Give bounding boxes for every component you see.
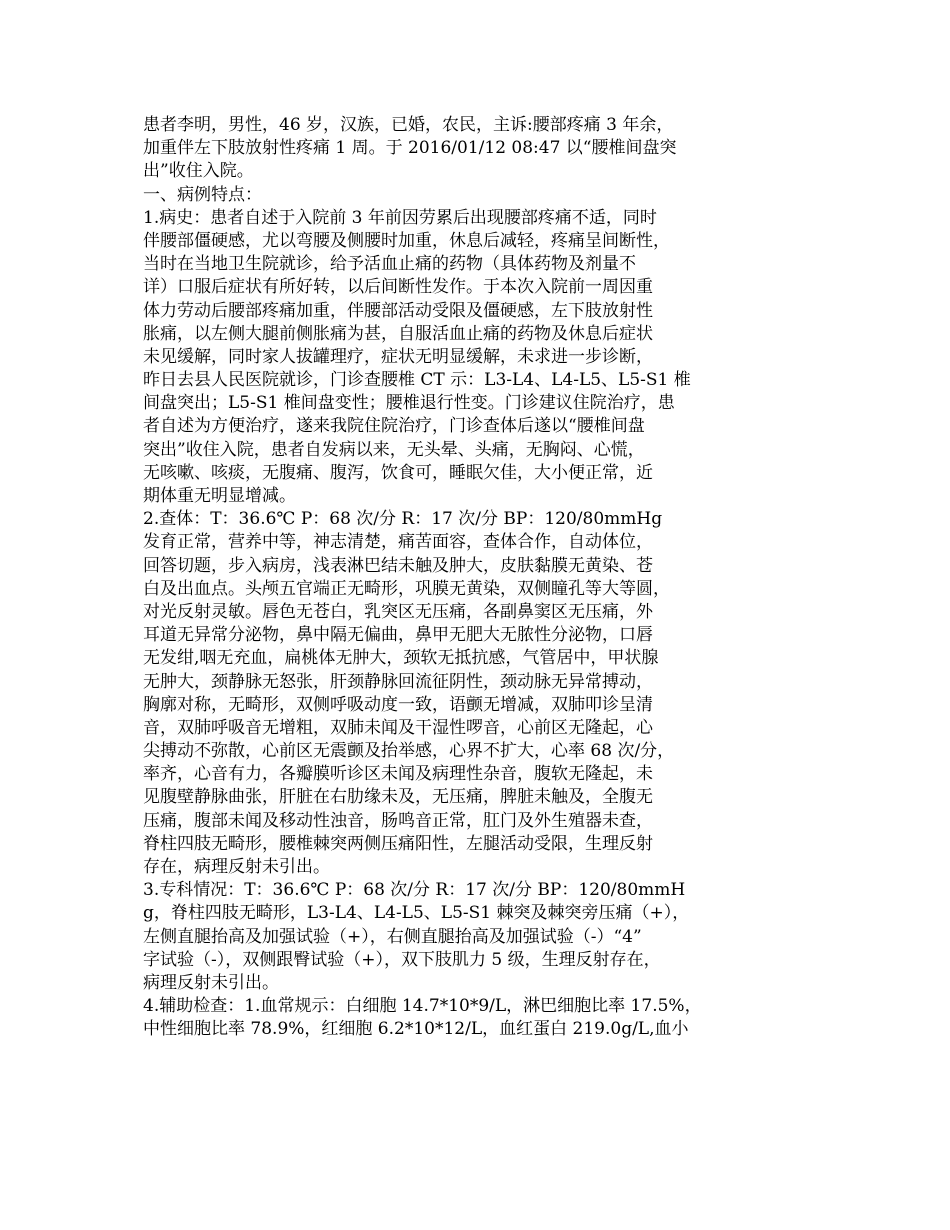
medical-record-text bbox=[143, 114, 815, 1042]
text-line: 音，双肺呼吸音无增粗，双肺未闻及干湿性啰音，心前区无隆起，心 bbox=[143, 717, 653, 738]
text-line: 无肿大，颈静脉无怒张，肝颈静脉回流征阴性，颈动脉无异常搏动， bbox=[143, 671, 653, 692]
text-line: 白及出血点。头颅五官端正无畸形，巩膜无黄染，双侧瞳孔等大等圆， bbox=[143, 578, 670, 599]
text-line: 病理反射未引出。 bbox=[143, 972, 279, 993]
text-line: 伴腰部僵硬感，尤以弯腰及侧腰时加重，休息后减轻，疼痛呈间断性， bbox=[143, 230, 670, 251]
text-line: 回答切题，步入病房，浅表淋巴结未触及肿大，皮肤黏膜无黄染、苍 bbox=[143, 555, 653, 576]
text-line: 加重伴左下肢放射性疼痛 1 周。于 2016/01/12 08:47 以“腰椎间盘突 bbox=[143, 138, 677, 159]
text-line: 脊柱四肢无畸形，腰椎棘突两侧压痛阳性，左腿活动受限，生理反射 bbox=[143, 833, 653, 854]
text-line: 尖搏动不弥散，心前区无震颤及抬举感，心界不扩大，心率 68 次/分， bbox=[143, 741, 675, 762]
text-line: 胸廓对称，无畸形，双侧呼吸动度一致，语颤无增减，双肺叩诊呈清 bbox=[143, 694, 653, 715]
text-line: 详）口服后症状有所好转，以后间断性发作。于本次入院前一周因重 bbox=[143, 277, 653, 298]
text-line: 1.病史：患者自述于入院前 3 年前因劳累后出现腰部疼痛不适，同时 bbox=[143, 207, 657, 228]
text-line: 对光反射灵敏。唇色无苍白，乳突区无压痛，各副鼻窦区无压痛，外 bbox=[143, 601, 653, 622]
section-heading: 一、病例特点： bbox=[143, 184, 262, 205]
text-line: 突出”收住入院，患者自发病以来，无头晕、头痛，无胸闷、心慌， bbox=[143, 439, 645, 460]
text-line: 压痛，腹部未闻及移动性浊音，肠鸣音正常，肛门及外生殖器未查， bbox=[143, 810, 653, 831]
text-line: 率齐，心音有力，各瓣膜听诊区未闻及病理性杂音，腹软无隆起，未 bbox=[143, 764, 653, 785]
text-line: 体力劳动后腰部疼痛加重，伴腰部活动受限及僵硬感，左下肢放射性 bbox=[143, 300, 653, 321]
text-line: 间盘突出；L5-S1 椎间盘变性；腰椎退行性变。门诊建议住院治疗，患 bbox=[143, 393, 675, 414]
text-line: 未见缓解，同时家人拔罐理疗，症状无明显缓解，未求进一步诊断， bbox=[143, 346, 653, 367]
text-line: 4.辅助检查：1.血常规示：白细胞 14.7*10*9/L，淋巴细胞比率 17.5%， bbox=[143, 996, 702, 1017]
text-line: 当时在当地卫生院就诊，给予活血止痛的药物（具体药物及剂量不 bbox=[143, 254, 636, 275]
text-line: 中性细胞比率 78.9%，红细胞 6.2*10*12/L，血红蛋白 219.0g/L,血小 bbox=[143, 1019, 689, 1040]
text-line: 左侧直腿抬高及加强试验（+），右侧直腿抬高及加强试验（-）“4” bbox=[143, 926, 642, 947]
text-line: 胀痛，以左侧大腿前侧胀痛为甚，自服活血止痛的药物及休息后症状 bbox=[143, 323, 653, 344]
text-line: 昨日去县人民医院就诊，门诊查腰椎 CT 示：L3-L4、L4-L5、L5-S1 椎 bbox=[143, 370, 691, 391]
text-line: 见腹壁静脉曲张，肝脏在右肋缘未及，无压痛，脾脏未触及，全腹无 bbox=[143, 787, 653, 808]
text-line: 字试验（-），双侧跟臀试验（+），双下肢肌力 5 级，生理反射存在， bbox=[143, 949, 661, 970]
text-line: 耳道无异常分泌物，鼻中隔无偏曲，鼻甲无肥大无脓性分泌物，口唇 bbox=[143, 625, 653, 646]
text-line: g，脊柱四肢无畸形，L3-L4、L4-L5、L5-S1 棘突及棘突旁压痛（+）， bbox=[143, 903, 690, 924]
text-line: 期体重无明显增减。 bbox=[143, 486, 296, 506]
text-line: 2.查体：T：36.6℃ P：68 次/分 R：17 次/分 BP：120/80mmHg bbox=[143, 509, 663, 530]
text-line: 患者李明，男性，46 岁，汉族，已婚，农民，主诉:腰部疼痛 3 年余， bbox=[143, 115, 674, 135]
text-line: 出”收住入院。 bbox=[143, 161, 254, 182]
text-line: 发育正常，营养中等，神志清楚，痛苦面容，查体合作，自动体位， bbox=[143, 532, 653, 553]
text-line: 3.专科情况：T：36.6℃ P：68 次/分 R：17 次/分 BP：120/80mmH bbox=[143, 880, 686, 901]
text-line: 无发绀,咽无充血，扁桃体无肿大，颈软无抵抗感，气管居中，甲状腺 bbox=[143, 648, 659, 669]
text-line: 无咳嗽、咳痰，无腹痛、腹泻，饮食可，睡眠欠佳，大小便正常，近 bbox=[143, 462, 653, 483]
text-line: 存在，病理反射未引出。 bbox=[143, 857, 330, 877]
text-line: 者自述为方便治疗，遂来我院住院治疗，门诊查体后遂以“腰椎间盘 bbox=[143, 416, 645, 437]
